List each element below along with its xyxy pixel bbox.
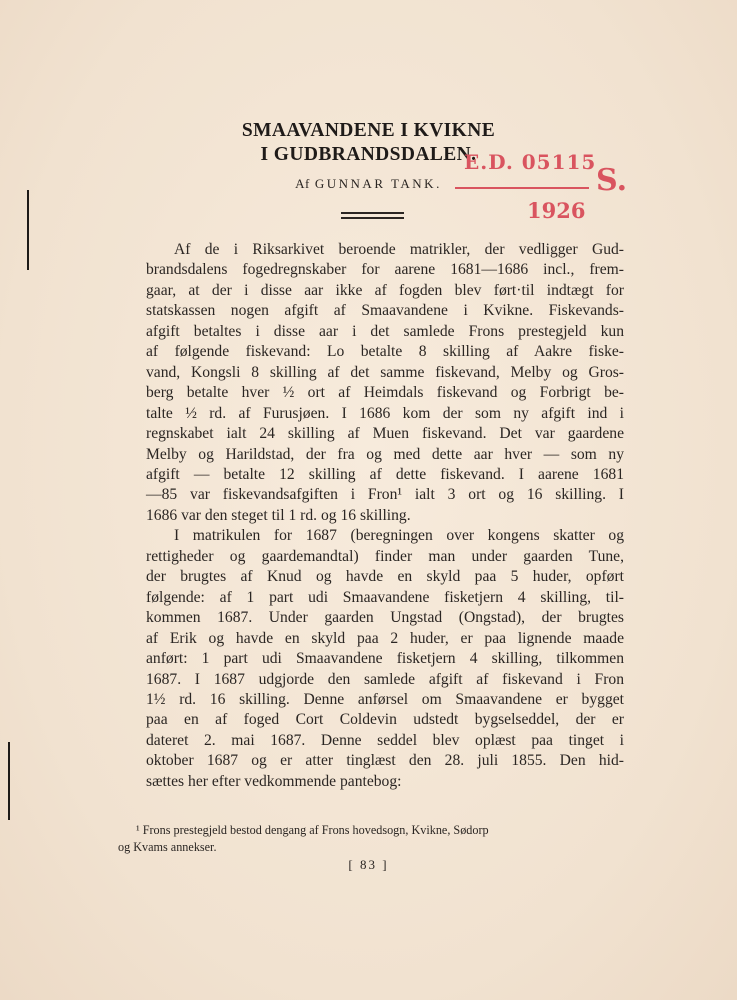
article-title-line-2: I GUDBRANDSDALEN. bbox=[260, 144, 477, 165]
title-rule-upper bbox=[341, 212, 404, 214]
text-line: statskassen nogen afgift af Smaavandene i Kvikne. Fiskevands- bbox=[146, 302, 624, 320]
text-line: brandsdalens fogedregnskaber for aarene 1681—1686 incl., frem- bbox=[146, 261, 624, 279]
library-stamp-letter: S. bbox=[596, 163, 628, 198]
title-rule-lower bbox=[341, 217, 404, 219]
text-line: talte ½ rd. af Furusjøen. I 1686 kom der som ny afgift ind i bbox=[146, 404, 624, 422]
text-line: regnskabet ialt 24 skilling af Muen fiskevand. Det var gaardene bbox=[146, 425, 624, 443]
text-line: Af de i Riksarkivet beroende matrikler, der vedligger Gud- bbox=[174, 241, 624, 258]
text-line: 1687. I 1687 udgjorde den samlede afgift af fiskevand i Fron bbox=[146, 670, 624, 688]
text-line: gaar, at der i disse aar ikke af fogden blev ført·til indtægt for bbox=[146, 281, 624, 299]
library-stamp-underline bbox=[455, 187, 589, 189]
text-line: sættes her efter vedkommende pantebog: bbox=[146, 772, 402, 790]
paragraph-2 bbox=[118, 526, 624, 792]
text-line: anført: 1 part udi Smaavandene fisketjern 4 skilling, tilkommen bbox=[146, 650, 624, 668]
text-line: —85 var fiskevandsafgiften i Fron¹ ialt 3 ort og 16 skilling. I bbox=[146, 486, 624, 504]
text-line: af følgende fiskevand: Lo betalte 8 skilling af Aakre fiske- bbox=[146, 343, 624, 361]
byline-prefix: Af bbox=[295, 176, 310, 191]
text-line: følgende: af 1 part udi Smaavandene fisketjern 4 skilling, til- bbox=[146, 588, 624, 606]
text-line: paa en af foged Cort Coldevin udstedt bygselseddel, der er bbox=[146, 711, 624, 729]
text-line: berg betalte hver ½ ort af Heimdals fiskevand og Forbrigt be- bbox=[146, 384, 624, 402]
article-body bbox=[118, 240, 624, 792]
byline-author: GUNNAR TANK. bbox=[314, 176, 442, 191]
text-line: I matrikulen for 1687 (beregningen over kongens skatter og bbox=[174, 527, 624, 545]
text-line: dateret 2. mai 1687. Denne seddel blev oplæst paa tinget i bbox=[146, 731, 624, 749]
text-line: 1686 var den steget til 1 rd. og 16 skilling. bbox=[146, 506, 411, 524]
text-line: der brugtes af Knud og havde en skyld paa 5 huder, opført bbox=[146, 568, 624, 586]
text-line: af Erik og havde en skyld paa 2 huder, er paa lignende maade bbox=[146, 629, 624, 647]
footnote-line: og Kvams annekser. bbox=[118, 840, 217, 854]
footnote-line: ¹ Frons prestegjeld bestod dengang af Frons hovedsogn, Kvikne, Sødorp bbox=[136, 823, 489, 837]
staple-mark-bottom bbox=[8, 742, 10, 820]
paragraph-1 bbox=[118, 240, 624, 526]
text-line: 1½ rd. 16 skilling. Denne anførsel om Smaavandene er bygget bbox=[146, 690, 624, 708]
footnote bbox=[118, 822, 624, 856]
text-line: Melby og Harildstad, der fra og med dette aar hver — som ny bbox=[146, 445, 624, 463]
text-line: vand, Kongsli 8 skilling af det samme fiskevand, Melby og Gros- bbox=[146, 363, 624, 381]
text-line: afgift betaltes i disse aar i det samlede Frons prestegjeld kun bbox=[146, 322, 624, 340]
library-stamp-year: 1926 bbox=[527, 198, 586, 223]
text-line: kommen 1687. Under gaarden Ungstad (Ongstad), der brugtes bbox=[146, 609, 624, 627]
text-line: afgift — betalte 12 skilling af dette fiskevand. I aarene 1681 bbox=[146, 465, 624, 483]
text-line: oktober 1687 og er atter tinglæst den 28. juli 1855. Den hid- bbox=[146, 752, 624, 770]
staple-mark-top bbox=[27, 190, 29, 270]
library-stamp-code: E.D. 05115 bbox=[464, 150, 597, 174]
article-title-line-1: SMAAVANDENE I KVIKNE bbox=[241, 120, 496, 141]
page-number: [ 83 ] bbox=[348, 857, 389, 872]
text-line: rettigheder og gaardemandtal) finder man under gaarden Tune, bbox=[146, 547, 624, 565]
